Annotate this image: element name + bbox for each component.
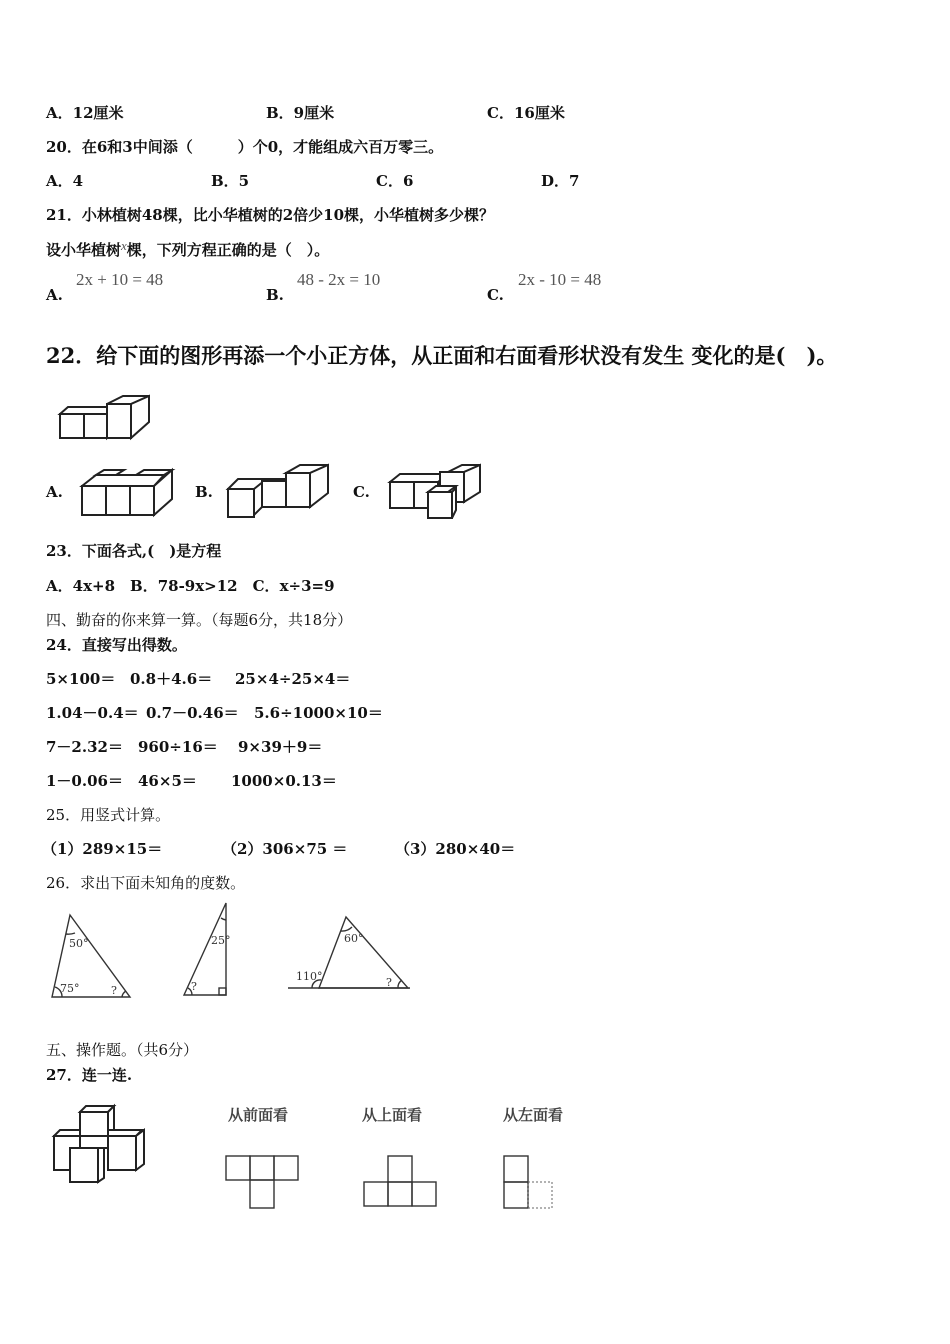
q21-label-a: A.: [46, 286, 63, 304]
q21-equation-a: 2x + 10 = 48: [76, 270, 164, 289]
q24-item: 46×5＝: [138, 772, 197, 790]
q26-t1-angle-unknown: ?: [111, 984, 117, 997]
q20-option-b: B．5: [211, 172, 250, 190]
q27-stem: 27．连一连.: [46, 1066, 133, 1084]
q24-item: 1.04－0.4＝: [46, 704, 139, 722]
q20-option-d: D．7: [541, 172, 580, 190]
q22-given-figure: [58, 394, 153, 440]
q20-option-c: C．6: [376, 172, 414, 190]
q26-t3-angle-top: 60°: [344, 932, 364, 945]
q26-stem: 26．求出下面未知角的度数。: [46, 874, 246, 892]
q22-label-a: A.: [46, 483, 63, 501]
q27-front-view-drawing: [224, 1154, 302, 1210]
q21-setup-prefix: 设小华植树: [46, 241, 122, 259]
q21-setup: [46, 238, 329, 260]
q25-stem: 25．用竖式计算。: [46, 806, 171, 824]
q27-view-left: 从左面看: [503, 1106, 564, 1124]
q23-stem: 23．下面各式,( )是方程: [46, 542, 222, 560]
q24-item: 1000×0.13＝: [231, 772, 337, 790]
q25-item-1: （1）289×15＝: [42, 840, 163, 858]
q24-item: 25×4÷25×4＝: [235, 670, 351, 688]
q19-option-a: A．12厘米: [46, 104, 124, 122]
q24-item: 1－0.06＝: [46, 772, 123, 790]
q21-setup-suffix: 棵，下列方程正确的是（ ）。: [126, 241, 330, 259]
q26-triangle-3: [286, 914, 414, 994]
q26-t2-angle-unknown: ?: [191, 980, 197, 993]
section-5-title: 五、操作题。（共6分）: [46, 1041, 199, 1059]
q26-t1-angle-left: 75°: [60, 982, 80, 995]
q22-label-b: B.: [195, 483, 213, 501]
q27-solid-figure: [52, 1104, 156, 1186]
q19-option-b: B．9厘米: [266, 104, 335, 122]
section-4-title: 四、勤奋的你来算一算。（每题6分，共18分）: [46, 611, 353, 629]
q19-option-c: C．16厘米: [487, 104, 565, 122]
q27-left-view-drawing: [502, 1154, 558, 1212]
q22-option-a-figure: [80, 469, 175, 517]
q26-t2-angle-top: 25°: [211, 934, 231, 947]
q26-triangle-1: [48, 912, 134, 1002]
q21-equation-b: 48 - 2x = 10: [297, 270, 381, 289]
q26-t1-angle-top: 50°: [69, 937, 89, 950]
q24-item: 9×39＋9＝: [238, 738, 323, 756]
q22-label-c: C.: [353, 483, 370, 501]
q25-item-3: （3）280×40＝: [395, 840, 516, 858]
q21-stem: 21．小林植树48棵，比小华植树的2倍少10棵，小华植树多少棵？: [46, 206, 495, 224]
q22-option-b-figure: [226, 463, 332, 519]
q23-options: A．4x+8 B．78-9x>12 C．x÷3=9: [46, 577, 335, 595]
q27-view-front: 从前面看: [228, 1106, 289, 1124]
q24-item: 0.8＋4.6＝: [130, 670, 213, 688]
q24-item: 5.6÷1000×10＝: [254, 704, 383, 722]
q21-label-b: B.: [266, 286, 284, 304]
q24-item: 0.7－0.46＝: [146, 704, 239, 722]
q24-item: 7－2.32＝: [46, 738, 123, 756]
q21-equation-c: 2x - 10 = 48: [518, 270, 602, 289]
q26-t3-exterior-angle: 110°: [296, 970, 323, 983]
q27-top-view-drawing: [362, 1154, 442, 1210]
q21-label-c: C.: [487, 286, 504, 304]
q20-option-a: A．4: [46, 172, 84, 190]
q24-item: 960÷16＝: [138, 738, 218, 756]
q22-stem: 22．给下面的图形再添一个小正方体，从正面和右面看形状没有发生 变化的是( )。: [46, 343, 838, 368]
q24-stem: 24．直接写出得数。: [46, 636, 187, 654]
q21-variable: x: [121, 238, 127, 253]
q22-option-c-figure: [388, 464, 484, 520]
q20-stem: 20．在6和3中间添（ ）个0，才能组成六百万零三。: [46, 138, 444, 156]
q26-t3-angle-unknown: ?: [386, 976, 392, 989]
q27-view-top: 从上面看: [362, 1106, 423, 1124]
q24-item: 5×100＝: [46, 670, 116, 688]
q26-triangle-2: [180, 900, 232, 1000]
q25-item-2: （2）306×75 ＝: [222, 840, 348, 858]
